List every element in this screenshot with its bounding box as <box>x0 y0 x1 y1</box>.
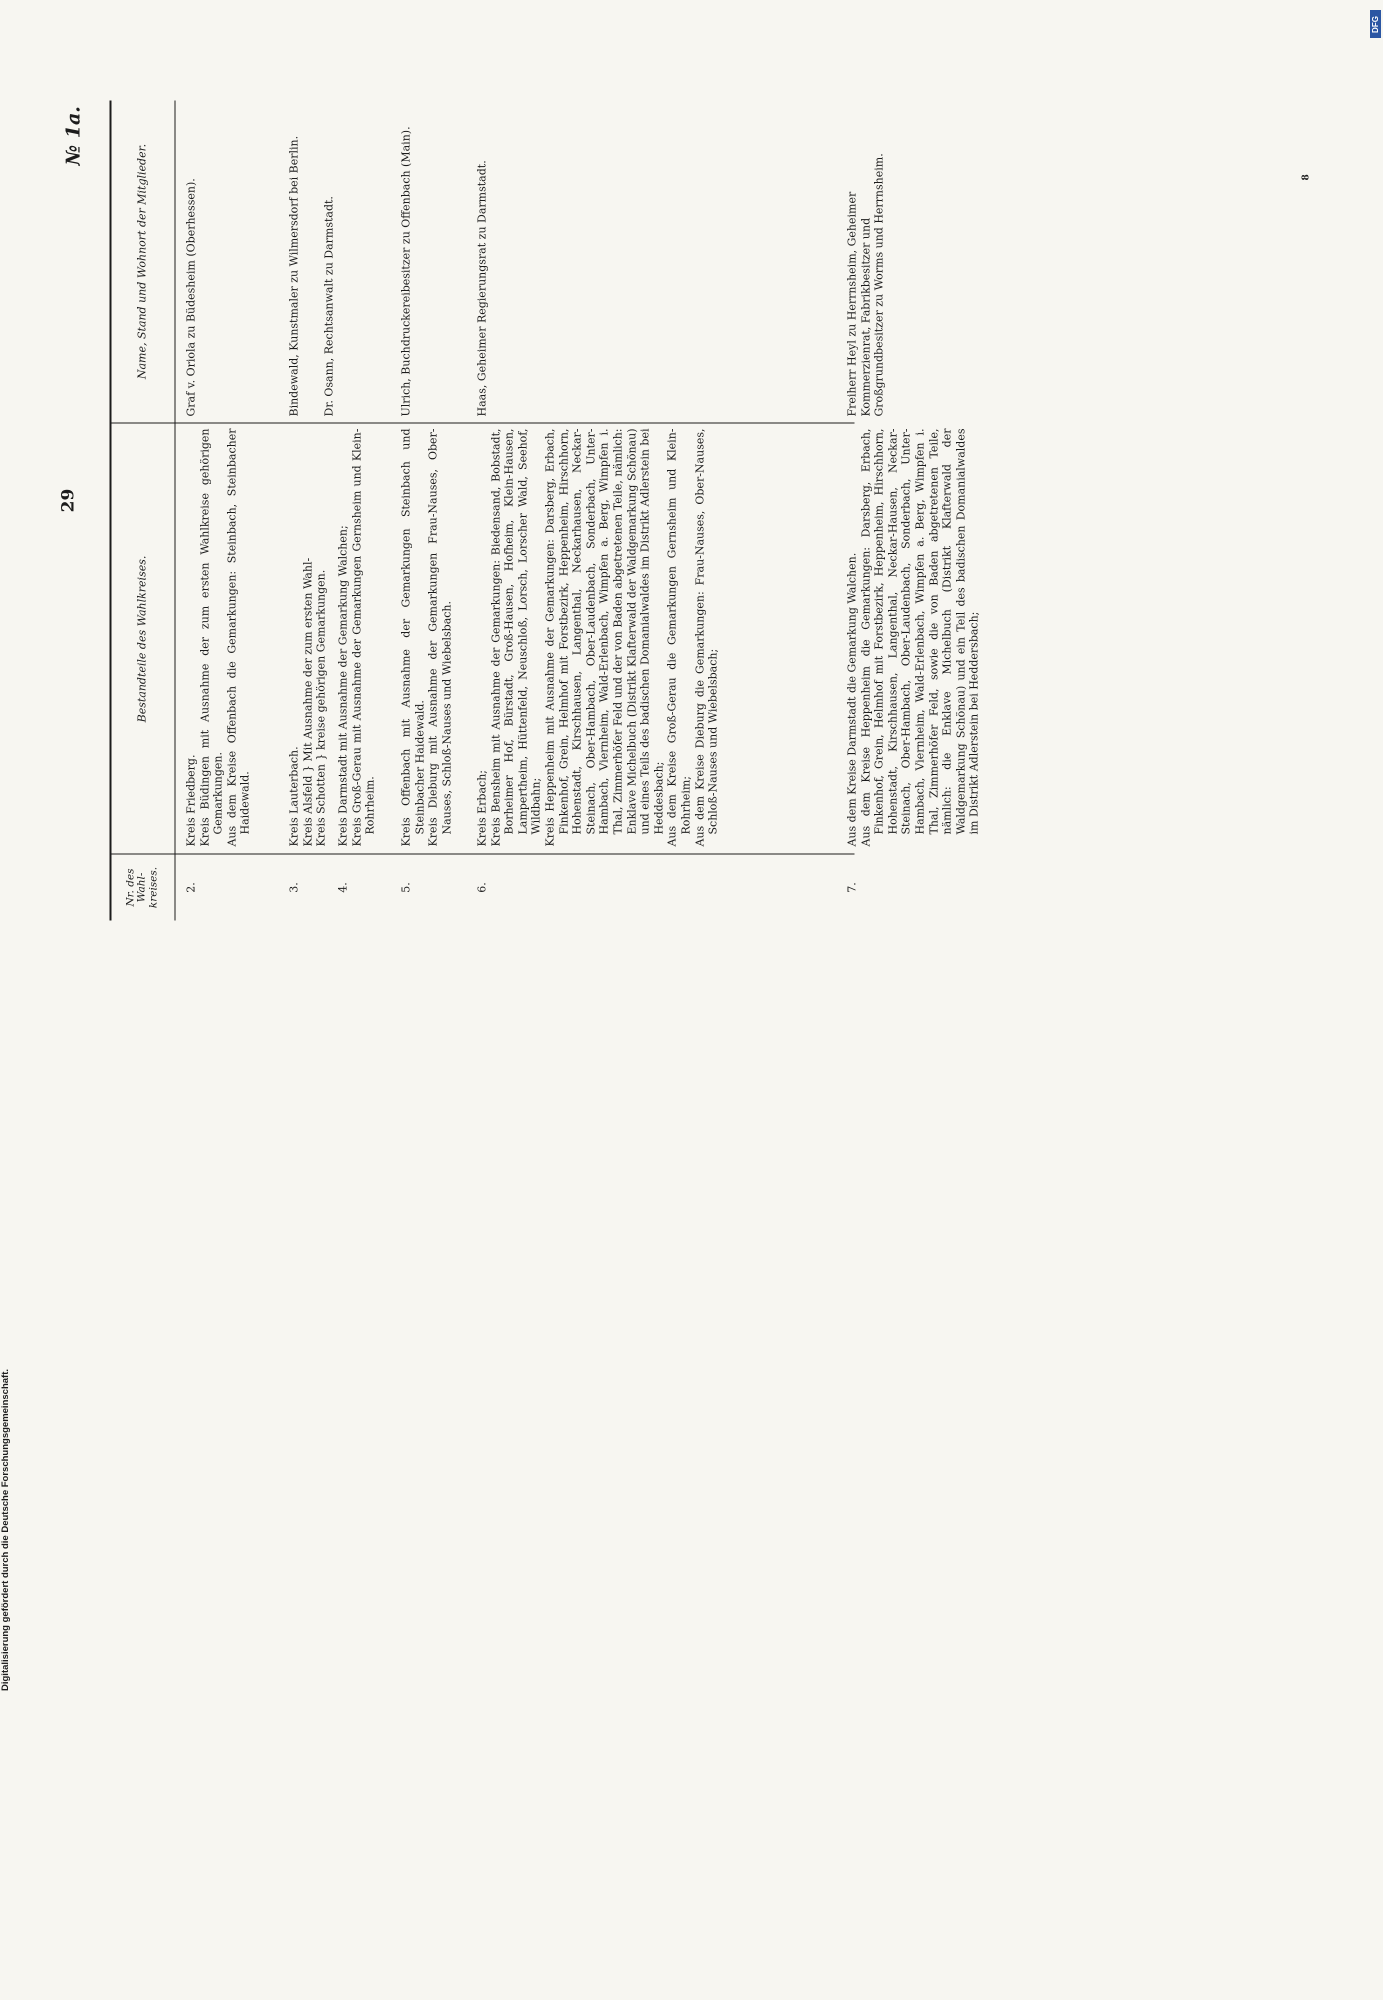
row-bestandteile <box>399 428 453 846</box>
row-bestandteile <box>184 428 252 846</box>
document-number: № 1a. <box>62 105 84 165</box>
table-header-rule <box>174 100 175 920</box>
bestandteil-line: Aus dem Kreise Groß-Gerau die Gemarkungen Gernsheim und Klein-Rohrheim; <box>665 428 692 846</box>
bestandteil-line: Kreis Dieburg mit Ausnahme der Gemarkungen Frau-Nauses, Ober-Nauses, Schloß-Nauses und Wiebelsbach. <box>426 428 453 846</box>
bestandteil-line: Aus dem Kreise Offenbach die Gemarkungen: Steinbach, Steinbacher Haidewald. <box>224 428 252 846</box>
bestandteil-line: Kreis Lauterbach. <box>287 745 300 846</box>
member-name: Dr. Osann, Rechtsanwalt zu Darmstadt. <box>322 195 335 416</box>
dfg-logo <box>1370 10 1381 38</box>
row-number: 6. <box>475 881 488 893</box>
row-number: 7. <box>845 881 858 893</box>
bestandteil-line: Kreis Bensheim mit Ausnahme der Gemarkungen: Biedensand, Bobstadt, Borheimer Hof, Bürstadt, Groß-Hausen, Hofheim, Klein-Hausen, Lampertheim, Hüttenfeld, Neuschloß, Lorsch, Lorscher Wald, Seehof, Wildbahn; <box>488 428 543 846</box>
member-name: Graf v. Oriola zu Büdesheim (Oberhessen). <box>184 177 197 416</box>
column-divider <box>109 422 854 423</box>
bestandteil-line: Aus dem Kreise Heppenheim die Gemarkungen: Darsberg, Erbach, Finkenhof, Grein, Helmhof mit Forstbezirk, Heppenheim, Hirschhorn, Hohenstadt, Kirschhausen, Langenthal, Neckar-Hausen, Neckar-Steinach, Ober-Hambach, Ober-Laudenbach, Sonderbach, Unter-Hambach, Viernheim, Wald-Erlenbach, Wimpfen a. Berg, Wimpfen i. Thal, Zimmerhöfer Feld, sowie die von Baden abgetretenen Teile, nämlich: die Enklave Michelbuch (Distrikt Klafterwald der Waldgemarkung Schönau) und ein Teil des badischen Domanialwaldes im Distrikt Adlerstein bei Heddersbach; <box>858 428 981 846</box>
bestandteil-line: Kreis Alsfeld } Mit Ausnahme der zum ersten Wahl- <box>300 557 314 846</box>
member-name: Bindewald, Kunstmaler zu Wilmersdorf bei Berlin. <box>287 135 300 416</box>
column-header-nr: Nr. des Wahl-kreises. <box>123 866 159 908</box>
page-number: 29 <box>58 488 78 512</box>
row-bestandteile <box>287 428 328 846</box>
member-name: Haas, Geheimer Regierungsrat zu Darmstadt. <box>475 159 488 416</box>
bestandteil-line: Kreis Schotten } kreise gehörigen Gemarkungen. <box>314 569 328 846</box>
row-number: 3. <box>287 881 300 893</box>
column-header-name: Name, Stand und Wohnort der Mitglieder. <box>134 143 148 379</box>
bestandteil-line: Kreis Heppenheim mit Ausnahme der Gemarkungen: Darsberg, Erbach, Finkenhof, Grein, Helmhof mit Forstbezirk, Heppenheim, Hirschhorn, Hohenstadt, Kirschhausen, Langenthal, Neckarhausen, Neckar-Steinach, Ober-Hambach, Ober-Laudenbach, Sonderbach, Unter-Hambach, Viernheim, Wald-Erlenbach, Wimpfen a. Berg, Wimpfen i. Thal, Zimmerhöfer Feld und der von Baden abgetretenen Teile, nämlich: Enklave Michelbuch (Distrikt Klafterwald der Waldgemarkung Schönau) und eines Teils des badischen Domanialwaldes im Distrikt Adlerstein bei Heddesbach; <box>542 428 665 846</box>
row-bestandteile <box>336 428 377 846</box>
bestandteil-line: Kreis Friedberg. <box>184 754 197 846</box>
bestandteil-line: Kreis Erbach; <box>475 769 488 846</box>
bestandteil-line: Aus dem Kreise Dieburg die Gemarkungen: Frau-Nauses, Ober-Nauses, Schloß-Nauses und Wiebelsbach; <box>692 428 720 846</box>
member-name: Freiherr Heyl zu Herrnsheim, Geheimer Kommerzienrat, Fabrikbesitzer und Großgrundbesitzer zu Worms und Herrnsheim. <box>845 152 886 416</box>
column-header-bestandteile: Bestandteile des Wahlkreises. <box>134 555 148 722</box>
row-number: 2. <box>184 881 197 893</box>
footer-number: 8 <box>1301 173 1311 180</box>
row-number: 5. <box>399 881 412 893</box>
bestandteil-line: Kreis Offenbach mit Ausnahme der Gemarkungen Steinbach und Steinbacher Haidewald. <box>399 428 426 846</box>
table-top-rule <box>109 100 111 920</box>
digitization-credit: Digitalisierung gefördert durch die Deutsche Forschungsgemeinschaft. <box>0 1369 11 1691</box>
row-number: 4. <box>336 881 349 893</box>
member-name: Ulrich, Buchdruckereibesitzer zu Offenbach (Main). <box>399 125 412 416</box>
bestandteil-line: Kreis Groß-Gerau mit Ausnahme der Gemarkungen Gernsheim und Klein-Rohrheim. <box>349 428 377 846</box>
row-bestandteile <box>475 428 720 846</box>
bestandteil-line: Kreis Büdingen mit Ausnahme der zum ersten Wahlkreise gehörigen Gemarkungen. <box>197 428 225 846</box>
constituency-table <box>109 100 981 920</box>
bestandteil-line: Aus dem Kreise Darmstadt die Gemarkung Walchen. <box>845 552 858 846</box>
bestandteil-line: Kreis Darmstadt mit Ausnahme der Gemarkung Walchen; <box>336 524 349 846</box>
row-bestandteile <box>845 428 981 846</box>
dfg-logo-text: DFG <box>1371 15 1381 33</box>
